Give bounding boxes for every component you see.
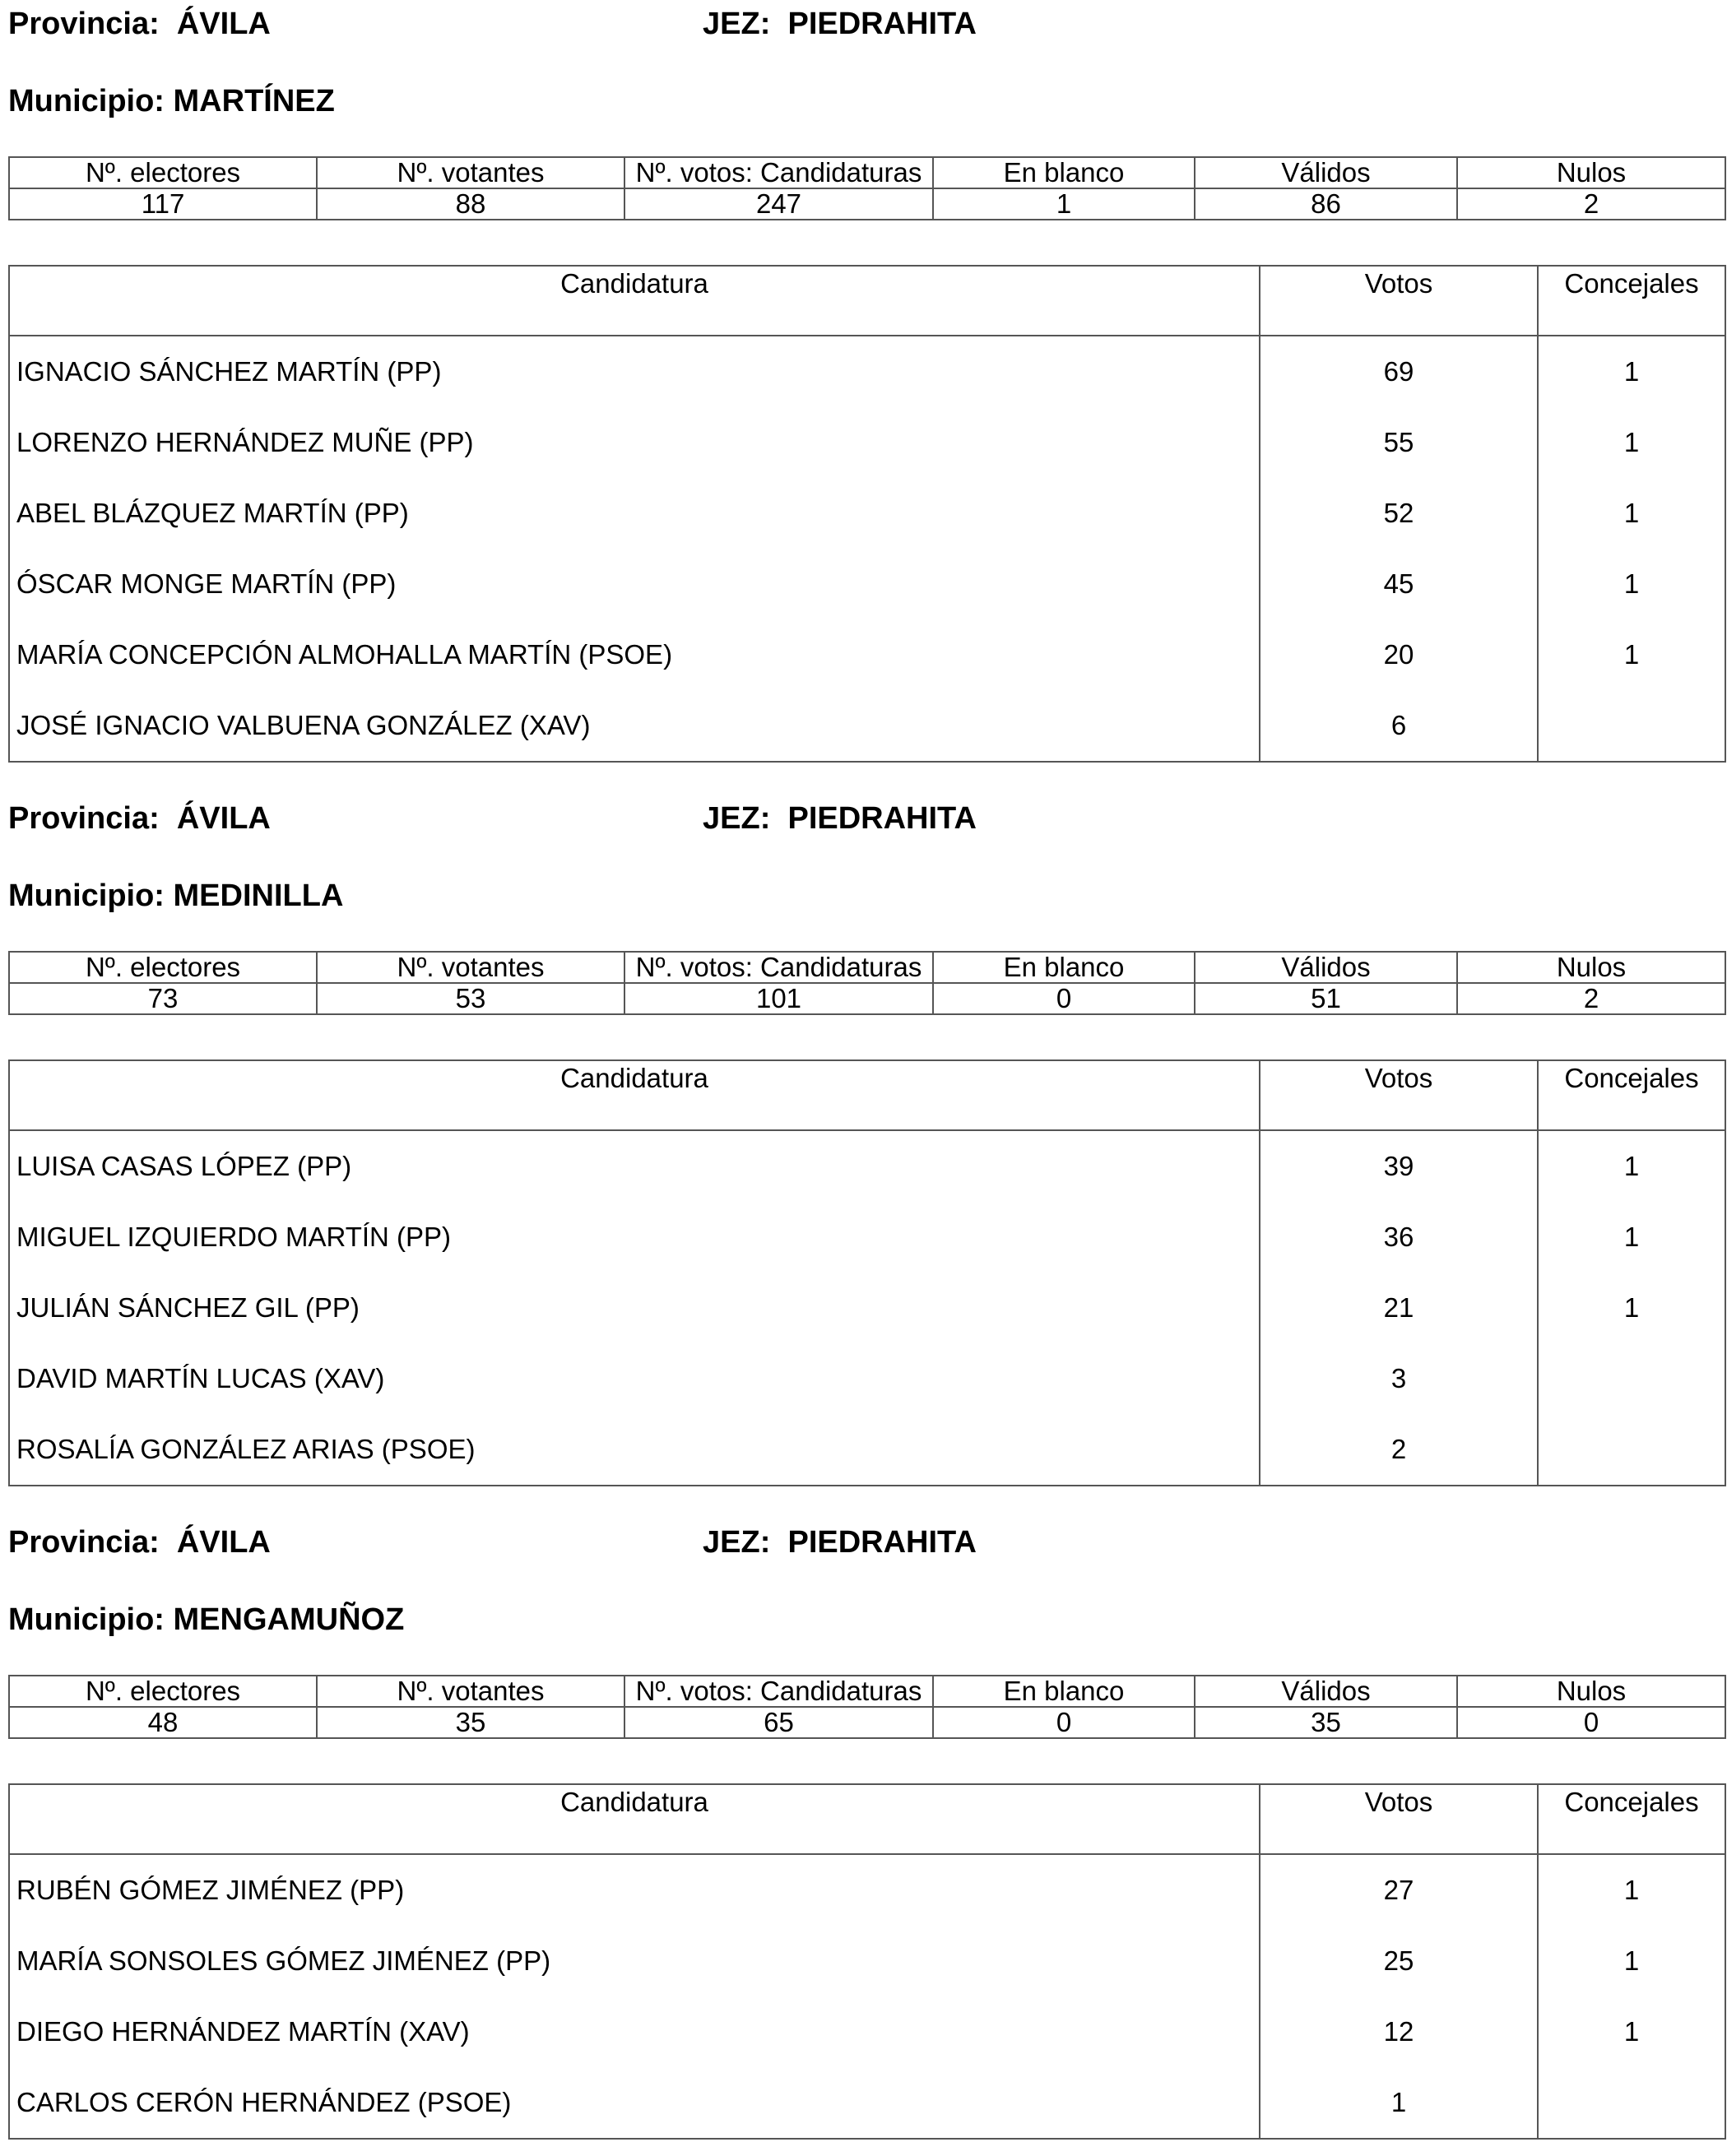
summary-header: Válidos xyxy=(1195,157,1457,188)
jez-value: PIEDRAHITA xyxy=(787,1525,977,1560)
candidate-row xyxy=(9,1926,1725,1996)
provincia-line xyxy=(8,3,271,44)
summary-header: Nº. votos: Candidaturas xyxy=(624,157,933,188)
summary-value: 0 xyxy=(933,1707,1195,1738)
summary-header: Nº. electores xyxy=(9,1676,317,1707)
municipio-label: Municipio: xyxy=(8,84,165,118)
municipio-value: MARTÍNEZ xyxy=(173,84,335,118)
summary-value: 48 xyxy=(9,1707,317,1738)
municipio-label: Municipio: xyxy=(8,879,165,913)
summary-table xyxy=(8,156,1726,220)
candidate-concejales: 1 xyxy=(1538,1273,1725,1343)
summary-value: 35 xyxy=(317,1707,624,1738)
summary-value: 53 xyxy=(317,983,624,1014)
candidate-row xyxy=(9,1202,1725,1273)
candidate-name: ÓSCAR MONGE MARTÍN (PP) xyxy=(16,568,397,599)
jez-line xyxy=(703,3,977,44)
summary-value-row xyxy=(9,983,1725,1014)
summary-header: Nº. votos: Candidaturas xyxy=(624,1676,933,1707)
candidate-votes: 55 xyxy=(1260,407,1538,478)
summary-header: Nº. votantes xyxy=(317,952,624,983)
candidates-header-row xyxy=(9,266,1725,336)
candidate-row xyxy=(9,336,1725,407)
candidate-row xyxy=(9,1414,1725,1486)
summary-value: 0 xyxy=(933,983,1195,1014)
municipio-section xyxy=(8,3,1725,757)
summary-value: 247 xyxy=(624,188,933,220)
candidate-row xyxy=(9,407,1725,478)
candidate-votes: 2 xyxy=(1260,1414,1538,1486)
candidate-concejales: 1 xyxy=(1538,1926,1725,1996)
candidate-name: LORENZO HERNÁNDEZ MUÑE (PP) xyxy=(16,427,474,457)
candidate-name: MIGUEL IZQUIERDO MARTÍN (PP) xyxy=(16,1222,452,1252)
provincia-value: ÁVILA xyxy=(176,801,271,836)
candidate-votes: 20 xyxy=(1260,619,1538,690)
candidate-concejales: 1 xyxy=(1538,336,1725,407)
candidate-concejales: 1 xyxy=(1538,407,1725,478)
summary-value-row xyxy=(9,188,1725,220)
candidate-row xyxy=(9,549,1725,619)
candidate-votes: 6 xyxy=(1260,690,1538,762)
provincia-value: ÁVILA xyxy=(176,1525,271,1560)
jez-label: JEZ: xyxy=(703,801,771,836)
municipio-line xyxy=(8,81,335,122)
candidate-name: DIEGO HERNÁNDEZ MARTÍN (XAV) xyxy=(16,2016,470,2047)
candidatura-header: Candidatura xyxy=(9,1784,1260,1854)
candidate-concejales: 1 xyxy=(1538,1854,1725,1926)
jez-label: JEZ: xyxy=(703,7,771,41)
candidate-votes: 45 xyxy=(1260,549,1538,619)
candidate-concejales: 1 xyxy=(1538,1130,1725,1202)
candidate-votes: 39 xyxy=(1260,1130,1538,1202)
provincia-line xyxy=(8,1522,271,1563)
candidate-name: LUISA CASAS LÓPEZ (PP) xyxy=(16,1151,352,1181)
summary-value: 2 xyxy=(1457,983,1725,1014)
candidate-concejales: 1 xyxy=(1538,1996,1725,2067)
candidate-votes: 12 xyxy=(1260,1996,1538,2067)
candidate-row xyxy=(9,1273,1725,1343)
jez-label: JEZ: xyxy=(703,1525,771,1560)
candidate-row xyxy=(9,1130,1725,1202)
summary-value-row xyxy=(9,1707,1725,1738)
concejales-header: Concejales xyxy=(1538,266,1725,336)
candidatura-header: Candidatura xyxy=(9,266,1260,336)
summary-header: Válidos xyxy=(1195,952,1457,983)
summary-header: Nulos xyxy=(1457,1676,1725,1707)
candidate-row xyxy=(9,478,1725,549)
summary-header: Nº. votantes xyxy=(317,157,624,188)
votos-header: Votos xyxy=(1260,1060,1538,1130)
candidate-row xyxy=(9,1854,1725,1926)
candidate-concejales xyxy=(1538,690,1725,762)
provincia-value: ÁVILA xyxy=(176,7,271,41)
votos-header: Votos xyxy=(1260,266,1538,336)
municipio-section xyxy=(8,798,1725,1481)
summary-header: En blanco xyxy=(933,952,1195,983)
provincia-line xyxy=(8,798,271,839)
candidate-concejales: 1 xyxy=(1538,1202,1725,1273)
candidate-name: JOSÉ IGNACIO VALBUENA GONZÁLEZ (XAV) xyxy=(16,710,591,740)
candidatura-header: Candidatura xyxy=(9,1060,1260,1130)
candidate-concejales: 1 xyxy=(1538,478,1725,549)
candidate-votes: 21 xyxy=(1260,1273,1538,1343)
summary-value: 86 xyxy=(1195,188,1457,220)
candidate-votes: 69 xyxy=(1260,336,1538,407)
candidate-votes: 52 xyxy=(1260,478,1538,549)
candidate-row xyxy=(9,1343,1725,1414)
summary-header: En blanco xyxy=(933,1676,1195,1707)
summary-header-row xyxy=(9,1676,1725,1707)
candidate-votes: 36 xyxy=(1260,1202,1538,1273)
summary-value: 117 xyxy=(9,188,317,220)
summary-header: Nulos xyxy=(1457,157,1725,188)
provincia-label: Provincia: xyxy=(8,1525,160,1560)
summary-value: 65 xyxy=(624,1707,933,1738)
candidates-table xyxy=(8,1783,1726,2140)
candidate-votes: 25 xyxy=(1260,1926,1538,1996)
candidate-name: ROSALÍA GONZÁLEZ ARIAS (PSOE) xyxy=(16,1434,476,1464)
jez-line xyxy=(703,1522,977,1563)
summary-header: Nº. electores xyxy=(9,952,317,983)
candidates-table xyxy=(8,1059,1726,1486)
summary-header: Nº. electores xyxy=(9,157,317,188)
candidate-name: ABEL BLÁZQUEZ MARTÍN (PP) xyxy=(16,498,409,528)
votos-header: Votos xyxy=(1260,1784,1538,1854)
candidates-table xyxy=(8,265,1726,763)
summary-header: En blanco xyxy=(933,157,1195,188)
summary-value: 0 xyxy=(1457,1707,1725,1738)
municipio-value: MENGAMUÑOZ xyxy=(173,1602,405,1637)
municipio-section xyxy=(8,1522,1725,2135)
jez-value: PIEDRAHITA xyxy=(787,7,977,41)
municipio-line xyxy=(8,875,343,916)
summary-value: 1 xyxy=(933,188,1195,220)
summary-header-row xyxy=(9,157,1725,188)
candidate-concejales xyxy=(1538,1414,1725,1486)
candidate-name: MARÍA CONCEPCIÓN ALMOHALLA MARTÍN (PSOE) xyxy=(16,639,673,670)
summary-value: 73 xyxy=(9,983,317,1014)
provincia-label: Provincia: xyxy=(8,801,160,836)
candidate-votes: 3 xyxy=(1260,1343,1538,1414)
candidate-name: RUBÉN GÓMEZ JIMÉNEZ (PP) xyxy=(16,1875,405,1905)
candidate-votes: 27 xyxy=(1260,1854,1538,1926)
summary-header: Nº. votos: Candidaturas xyxy=(624,952,933,983)
summary-value: 35 xyxy=(1195,1707,1457,1738)
summary-value: 51 xyxy=(1195,983,1457,1014)
summary-value: 2 xyxy=(1457,188,1725,220)
summary-header: Nulos xyxy=(1457,952,1725,983)
summary-header-row xyxy=(9,952,1725,983)
candidate-concejales: 1 xyxy=(1538,549,1725,619)
candidate-concejales xyxy=(1538,2067,1725,2139)
summary-table xyxy=(8,1675,1726,1739)
summary-value: 88 xyxy=(317,188,624,220)
candidate-row xyxy=(9,2067,1725,2139)
summary-header: Nº. votantes xyxy=(317,1676,624,1707)
candidate-row xyxy=(9,1996,1725,2067)
candidate-row xyxy=(9,690,1725,762)
provincia-label: Provincia: xyxy=(8,7,160,41)
candidate-name: JULIÁN SÁNCHEZ GIL (PP) xyxy=(16,1292,360,1323)
municipio-line xyxy=(8,1599,404,1640)
jez-line xyxy=(703,798,977,839)
candidate-name: DAVID MARTÍN LUCAS (XAV) xyxy=(16,1363,385,1393)
municipio-label: Municipio: xyxy=(8,1602,165,1637)
summary-table xyxy=(8,951,1726,1015)
summary-value: 101 xyxy=(624,983,933,1014)
candidate-votes: 1 xyxy=(1260,2067,1538,2139)
candidate-name: IGNACIO SÁNCHEZ MARTÍN (PP) xyxy=(16,356,442,387)
candidate-concejales xyxy=(1538,1343,1725,1414)
concejales-header: Concejales xyxy=(1538,1060,1725,1130)
jez-value: PIEDRAHITA xyxy=(787,801,977,836)
candidate-name: CARLOS CERÓN HERNÁNDEZ (PSOE) xyxy=(16,2087,512,2117)
candidates-header-row xyxy=(9,1784,1725,1854)
concejales-header: Concejales xyxy=(1538,1784,1725,1854)
candidate-concejales: 1 xyxy=(1538,619,1725,690)
candidate-name: MARÍA SONSOLES GÓMEZ JIMÉNEZ (PP) xyxy=(16,1945,551,1976)
municipio-value: MEDINILLA xyxy=(173,879,344,913)
candidate-row xyxy=(9,619,1725,690)
summary-header: Válidos xyxy=(1195,1676,1457,1707)
candidates-header-row xyxy=(9,1060,1725,1130)
